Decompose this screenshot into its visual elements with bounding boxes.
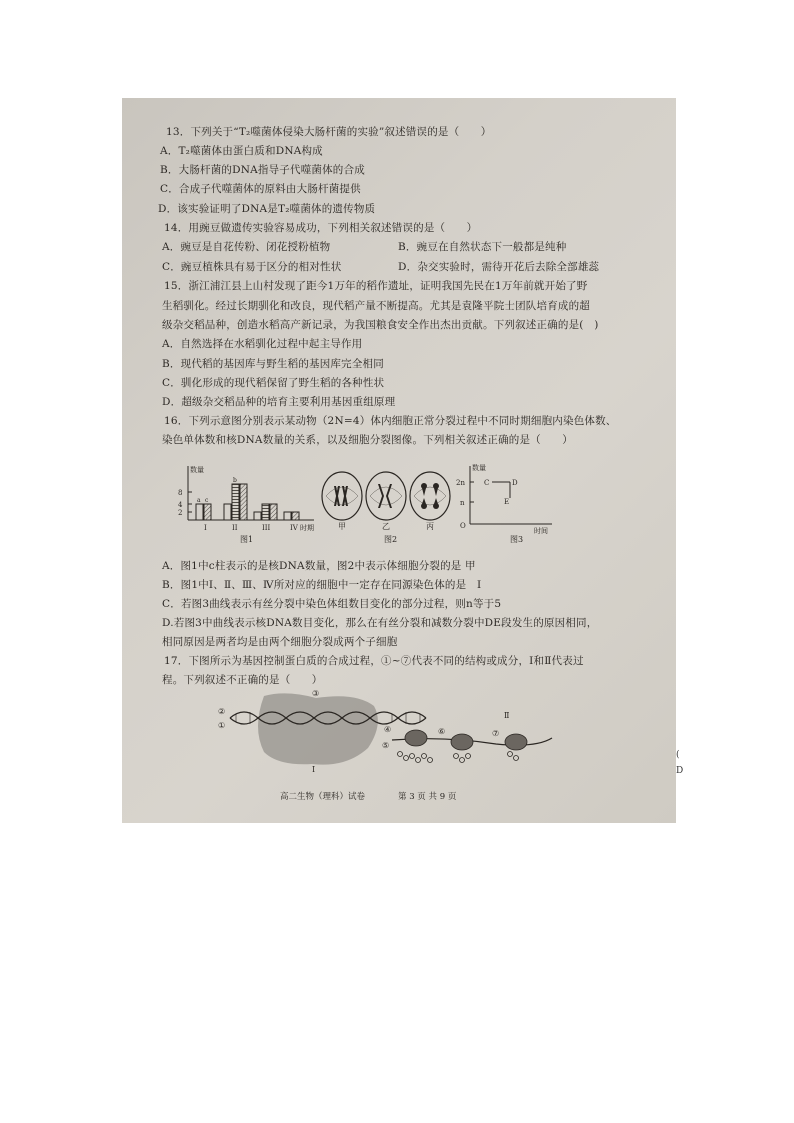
fig1-legend-a: a	[197, 497, 201, 504]
q17-process-II: Ⅱ	[504, 711, 510, 720]
fig2-cell-jia	[322, 472, 362, 520]
fig1-period-III: III	[262, 524, 271, 532]
q13-option-c: C．合成子代噬菌体的原料由大肠杆菌提供	[160, 183, 361, 195]
q14-option-c: C．豌豆植株具有易于区分的相对性状	[162, 261, 342, 273]
edge-mark-d: D	[676, 766, 684, 776]
q13-stem: 13．下列关于“T₂噬菌体侵染大肠杆菌的实验”叙述错误的是（ ）	[166, 126, 492, 138]
figure-3-line-graph	[452, 462, 564, 536]
fig2-label-bing: 丙	[426, 522, 434, 531]
fig1-ylabel: 数量	[190, 466, 204, 474]
q15-stem-line3: 级杂交稻品种，创造水稻高产新记录，为我国粮食安全作出杰出贡献。下列叙述正确的是( )	[162, 319, 599, 331]
fig1-xlabel: 时期	[300, 524, 314, 532]
q13-option-b: B．大肠杆菌的DNA指导子代噬菌体的合成	[160, 164, 365, 176]
fig1-ytick-8: 8	[178, 489, 183, 497]
q17-stem-line2: 程。下列叙述不正确的是（ ）	[162, 674, 323, 686]
q16-stem-line1: 16．下列示意图分别表示某动物（2N=4）体内细胞正常分裂过程中不同时期细胞内染色体数、	[164, 415, 617, 427]
fig1-bar-I-a	[196, 504, 203, 520]
q13-option-a: A．T₂噬菌体由蛋白质和DNA构成	[160, 145, 323, 157]
q15-stem-line1: 15．浙江浦江县上山村发现了距今1万年的稻作遗址，证明我国先民在1万年前就开始了野	[164, 280, 588, 292]
q17-label-2: ②	[218, 707, 226, 716]
fig3-origin: O	[460, 522, 466, 530]
exam-page	[122, 98, 676, 823]
q15-option-a: A．自然选择在水稻驯化过程中起主导作用	[162, 338, 363, 350]
q16-stem-line2: 染色单体数和核DNA数量的关系，以及细胞分裂图像。下列相关叙述正确的是（ ）	[162, 434, 573, 446]
fig2-caption: 图2	[384, 535, 398, 544]
fig1-legend-b: b	[233, 477, 237, 484]
q14-option-d: D．杂交实验时，需待开花后去除全部雄蕊	[398, 261, 600, 273]
fig2-label-jia: 甲	[338, 522, 346, 531]
fig1-bar-III-a	[254, 512, 261, 520]
q17-label-4: ④	[384, 725, 392, 734]
q17-label-7: ⑦	[492, 729, 500, 738]
q16-option-d-line1: D.若图3中曲线表示核DNA数目变化，那么在有丝分裂和减数分裂中DE段发生的原因相同，	[162, 617, 598, 629]
q17-gene-expression-diagram	[216, 688, 556, 774]
q17-stem-line1: 17．下图所示为基因控制蛋白质的合成过程，①~⑦代表不同的结构或成分，Ⅰ和Ⅱ代表过	[164, 655, 584, 667]
fig1-bar-III-c	[270, 504, 277, 520]
fig3-ytick-n: n	[460, 499, 465, 507]
figure-1-bar-chart	[174, 462, 324, 542]
q17-nucleus-region	[258, 693, 378, 764]
fig3-point-E: E	[504, 498, 510, 506]
q15-option-d: D．超级杂交稻品种的培育主要利用基因重组原理	[162, 396, 396, 408]
fig1-ytick-4: 4	[178, 501, 183, 509]
q17-ribosome-1	[405, 730, 427, 746]
q13-option-d: D．该实验证明了DNA是T₂噬菌体的遗传物质	[158, 203, 376, 215]
fig1-bar-IV-c	[292, 512, 299, 520]
fig2-label-yi: 乙	[382, 522, 390, 531]
fig3-xlabel: 时间	[534, 527, 548, 535]
footer-page-number: 第 3 页 共 9 页	[398, 792, 457, 802]
footer-subject: 高二生物（理科）试卷	[280, 792, 366, 802]
fig1-bar-II-a	[224, 504, 231, 520]
fig1-period-IV: IV	[290, 524, 298, 532]
fig3-ytick-2n: 2n	[456, 479, 465, 487]
fig1-period-II: II	[232, 524, 238, 532]
q15-stem-line2: 生稻驯化。经过长期驯化和改良，现代稻产量不断提高。尤其是袁隆平院士团队培育成的超	[162, 300, 590, 312]
q14-stem: 14．用豌豆做遗传实验容易成功，下列相关叙述错误的是（ ）	[164, 222, 478, 234]
fig2-cell-bing	[410, 472, 450, 520]
q15-option-b: B．现代稻的基因库与野生稻的基因库完全相同	[162, 358, 384, 370]
fig3-point-C: C	[484, 479, 490, 487]
q17-label-1: ①	[218, 721, 226, 730]
q17-label-3: ③	[312, 689, 320, 698]
q17-label-6: ⑥	[438, 727, 446, 736]
fig1-bar-IV-a	[284, 512, 291, 520]
q14-option-a: A．豌豆是自花传粉、闭花授粉植物	[162, 241, 331, 253]
exam-page-photo	[122, 98, 676, 823]
q17-ribosome-2	[451, 734, 473, 750]
q17-ribosome-3	[505, 734, 527, 750]
q17-label-5: ⑤	[382, 741, 390, 750]
fig3-ylabel: 数量	[472, 464, 486, 472]
fig1-bar-II-b	[232, 484, 239, 520]
q14-option-b: B．豌豆在自然状态下一般都是纯种	[398, 241, 567, 253]
fig1-period-I: I	[204, 524, 207, 532]
fig1-bar-I-c	[204, 504, 211, 520]
fig3-caption: 图3	[510, 535, 524, 544]
fig1-bar-III-b	[262, 504, 269, 520]
fig1-ytick-2: 2	[178, 509, 183, 517]
q15-option-c: C．驯化形成的现代稻保留了野生稻的各种性状	[162, 377, 385, 389]
q16-option-c: C．若图3曲线表示有丝分裂中染色体组数目变化的部分过程，则n等于5	[162, 598, 502, 610]
fig1-legend-c: c	[205, 497, 209, 504]
q16-option-d-line2: 相同原因是两者均是由两个细胞分裂成两个子细胞	[162, 636, 398, 648]
fig1-caption: 图1	[240, 535, 254, 544]
q17-process-I: Ⅰ	[312, 765, 316, 774]
q16-option-a: A．图1中c柱表示的是核DNA数量，图2中表示体细胞分裂的是 甲	[162, 560, 476, 572]
q16-option-b: B．图1中Ⅰ、Ⅱ、Ⅲ、Ⅳ所对应的细胞中一定存在同源染色体的是 Ⅰ	[162, 579, 482, 591]
fig3-point-D: D	[512, 479, 518, 487]
fig1-bar-II-c	[240, 484, 247, 520]
edge-mark-paren: (	[676, 750, 680, 760]
